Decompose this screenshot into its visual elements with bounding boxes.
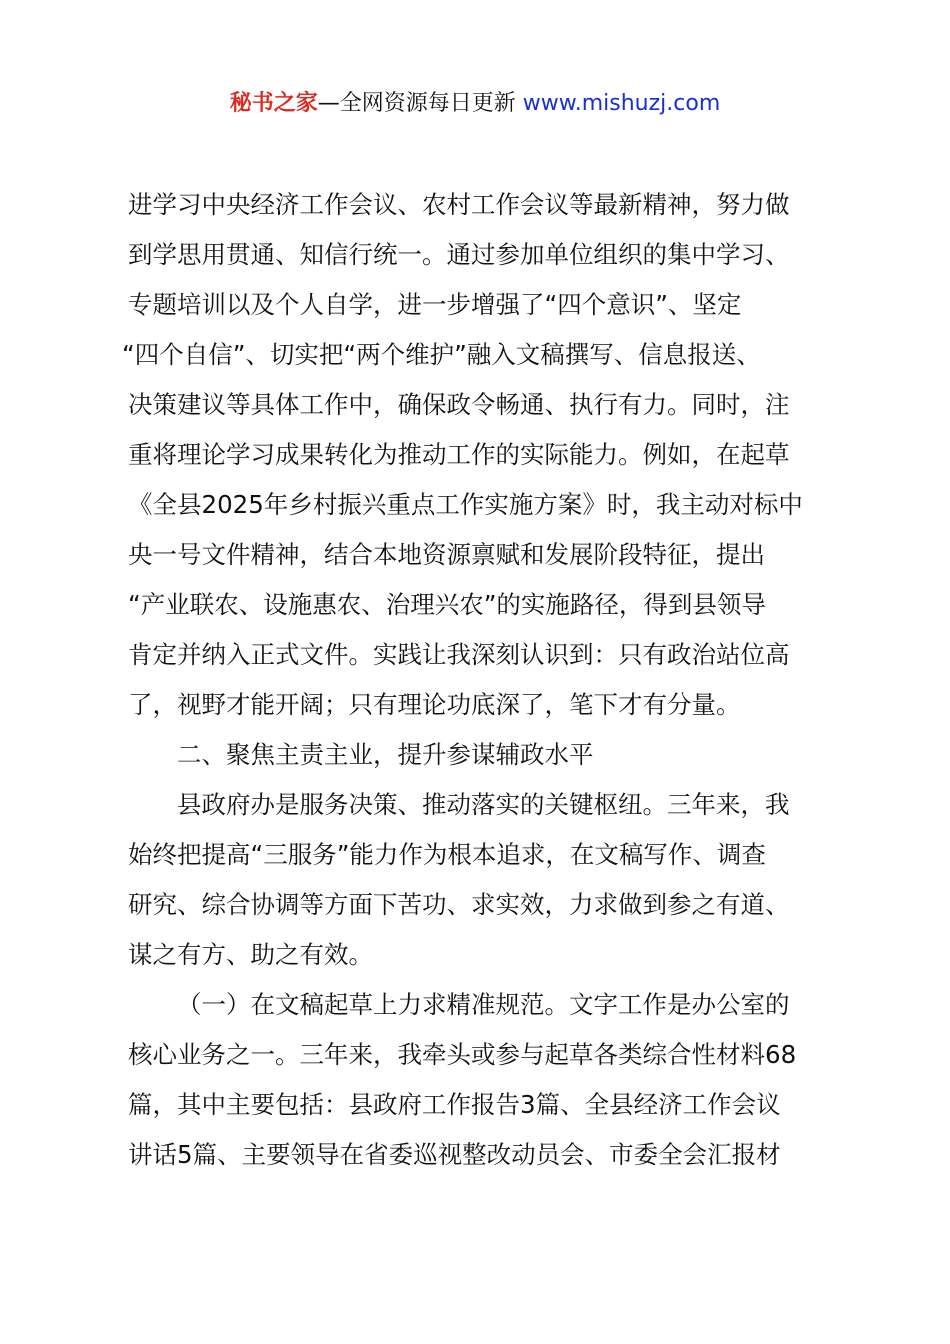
text-line: 央一号文件精神，结合本地资源禀赋和发展阶段特征，提出: [128, 540, 765, 569]
text-line: 专题培训以及个人自学，进一步增强了“四个意识”、坚定: [128, 290, 742, 319]
text-line: 决策建议等具体工作中，确保政令畅通、执行有力。同时，注: [128, 390, 790, 419]
page-header: [0, 88, 950, 120]
document-body: [122, 180, 838, 1180]
text-line: 了，视野才能开阔；只有理论功底深了，笔下才有分量。: [128, 690, 741, 719]
text-line: 核心业务之一。三年来，我牵头或参与起草各类综合性材料68: [128, 1040, 797, 1069]
text-line: 重将理论学习成果转化为推动工作的实际能力。例如，在起草: [128, 440, 790, 469]
text-line: 肯定并纳入正式文件。实践让我深刻认识到：只有政治站位高: [128, 640, 790, 669]
header-brand: 秘书之家: [229, 91, 318, 116]
section-heading: 二、聚焦主责主业，提升参谋辅政水平: [177, 740, 594, 769]
text-line: 篇，其中主要包括：县政府工作报告3篇、全县经济工作会议: [128, 1090, 781, 1119]
text-line: 始终把提高“三服务”能力作为根本追求，在文稿写作、调查: [128, 840, 766, 869]
text-line: 进学习中央经济工作会议、农村工作会议等最新精神，努力做: [128, 190, 790, 219]
text-line: 县政府办是服务决策、推动落实的关键枢纽。三年来，我: [177, 790, 790, 819]
text-line: “产业联农、设施惠农、治理兴农”的实施路径，得到县领导: [128, 590, 766, 619]
text-line: “四个自信”、切实把“两个维护”融入文稿撰写、信息报送、: [122, 340, 761, 369]
subsection-heading-line: （一）在文稿起草上力求精准规范。文字工作是办公室的: [177, 990, 790, 1019]
text-line: 研究、综合协调等方面下苦功、求实效，力求做到参之有道、: [128, 890, 790, 919]
header-url-link[interactable]: www.mishuzj.com: [522, 91, 721, 116]
text-line: 谋之有方、助之有效。: [128, 940, 373, 969]
header-slogan: —全网资源每日更新: [317, 91, 516, 116]
text-line: 到学思用贯通、知信行统一。通过参加单位组织的集中学习、: [128, 240, 790, 269]
text-line: 讲话5篇、主要领导在省委巡视整改动员会、市委全会汇报材: [128, 1140, 781, 1169]
text-line: 《全县2025年乡村振兴重点工作实施方案》时，我主动对标中: [128, 490, 803, 519]
